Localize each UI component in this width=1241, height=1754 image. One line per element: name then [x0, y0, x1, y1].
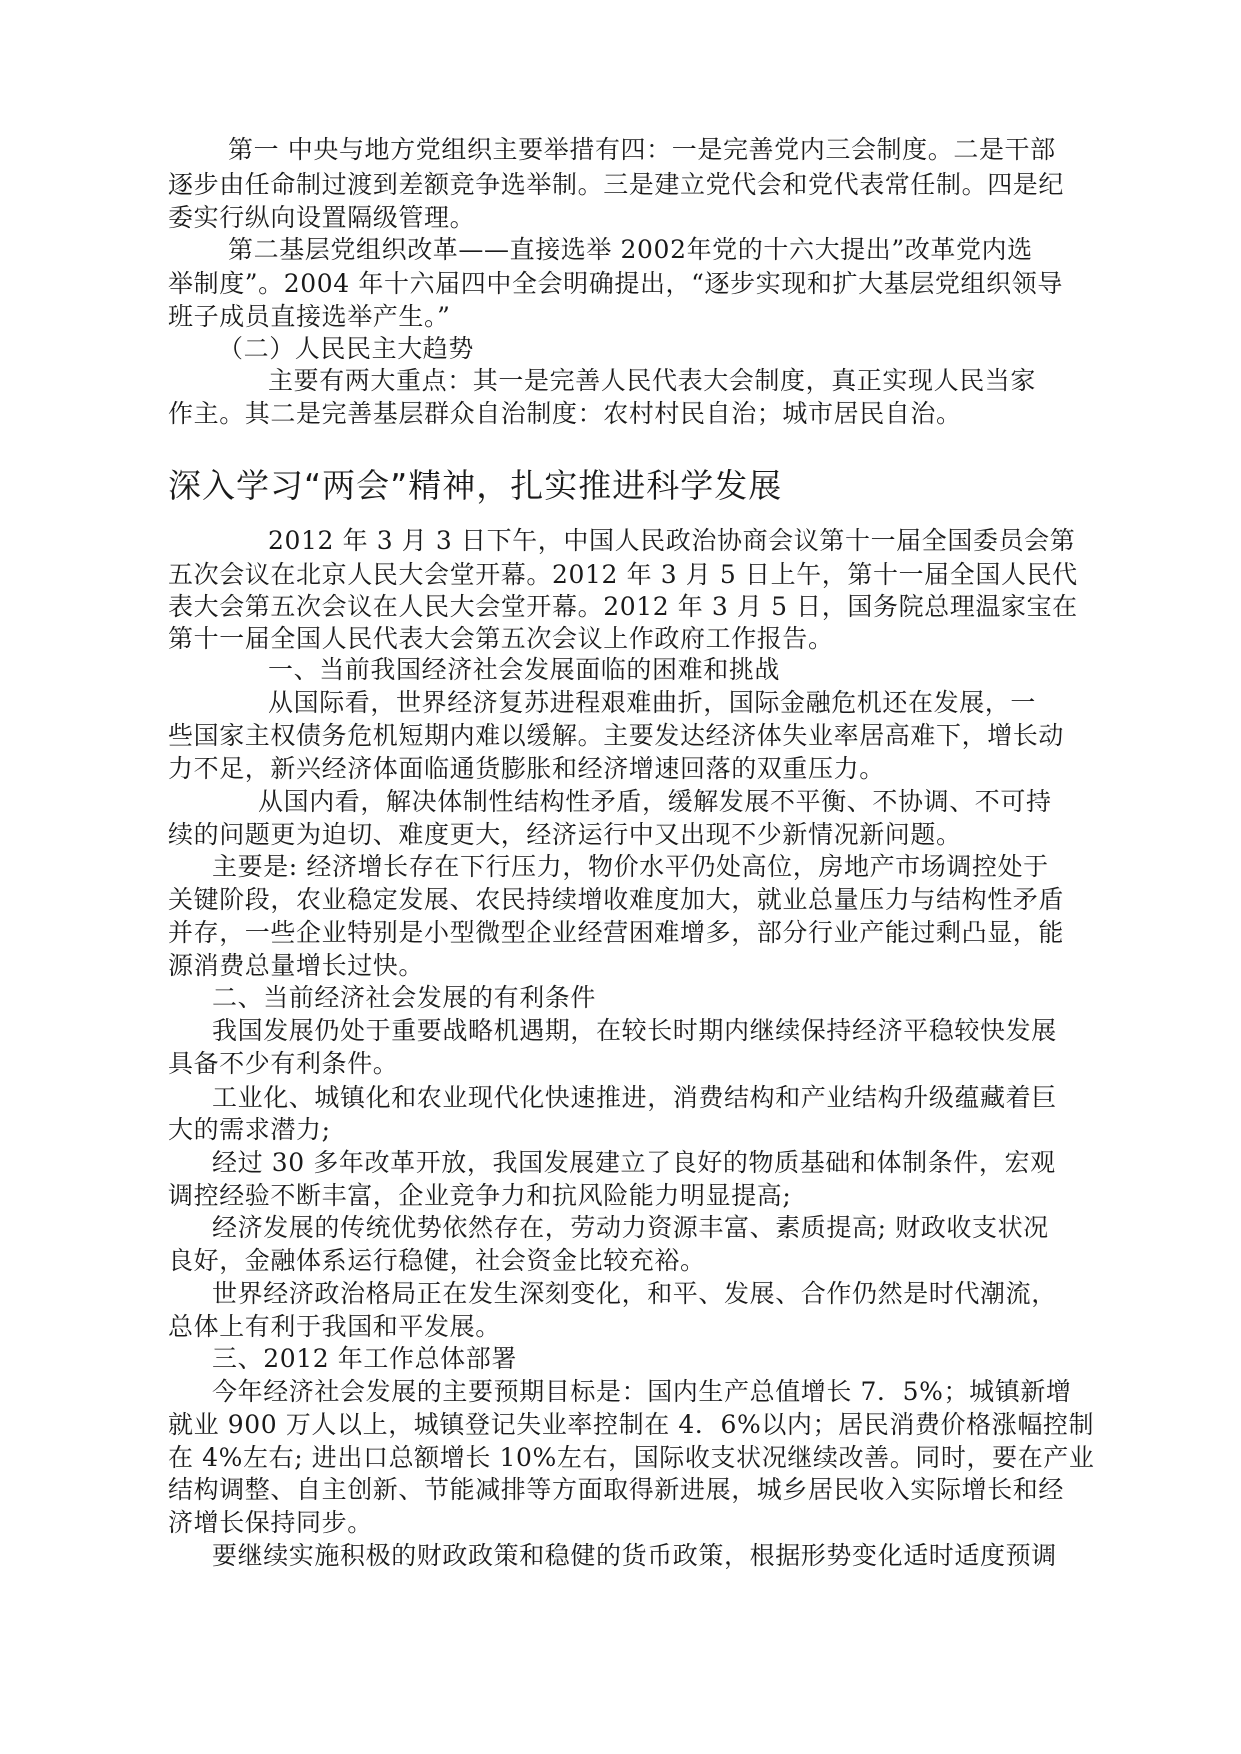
paragraph-line: 要继续实施积极的财政政策和稳健的货币政策，根据形势变化适时适度预调 [212, 1541, 1057, 1570]
paragraph-line: 举制度”。2004 年十六届四中全会明确提出，“逐步实现和扩大基层党组织领导 [168, 269, 1063, 298]
paragraph-line: 从国内看，解决体制性结构性矛盾，缓解发展不平衡、不协调、不可持 [258, 787, 1052, 816]
paragraph-line: 主要有两大重点：其一是完善人民代表大会制度，真正实现人民当家 [268, 366, 1037, 395]
paragraph-line: 今年经济社会发展的主要预期目标是：国内生产总值增长 7．5%；城镇新增 [212, 1377, 1072, 1406]
paragraph-line: 第二基层党组织改革——直接选举 2002年党的十六大提出”改革党内选 [228, 235, 1033, 264]
article-title: 深入学习“两会”精神，扎实推进科学发展 [168, 466, 783, 505]
paragraph-line: 表大会第五次会议在人民大会堂开幕。2012 年 3 月 5 日，国务院总理温家宝在 [168, 592, 1078, 621]
paragraph-line: 在 4%左右; 进出口总额增长 10%左右，国际收支状况继续改善。同时，要在产业 [168, 1443, 1095, 1472]
paragraph-line: 就业 900 万人以上，城镇登记失业率控制在 4．6%以内；居民消费价格涨幅控制 [168, 1410, 1095, 1439]
paragraph-line: 工业化、城镇化和农业现代化快速推进，消费结构和产业结构升级蕴藏着巨 [212, 1083, 1057, 1112]
paragraph-line: 2012 年 3 月 3 日下午，中国人民政治协商会议第十一届全国委员会第 [268, 526, 1076, 555]
paragraph-line: 大的需求潜力; [168, 1115, 331, 1144]
paragraph-line: 具备不少有利条件。 [168, 1049, 399, 1078]
paragraph-line: 济增长保持同步。 [168, 1508, 373, 1537]
paragraph-line: 良好，金融体系运行稳健，社会资金比较充裕。 [168, 1246, 706, 1275]
paragraph-line: 些国家主权债务危机短期内难以缓解。主要发达经济体失业率居高难下，增长动 [168, 721, 1065, 750]
paragraph-line: 结构调整、自主创新、节能减排等方面取得新进展，城乡居民收入实际增长和经 [168, 1475, 1065, 1504]
paragraph-line: 关键阶段，农业稳定发展、农民持续增收难度加大，就业总量压力与结构性矛盾 [168, 885, 1065, 914]
paragraph-line: 作主。其二是完善基层群众自治制度：农村村民自治；城市居民自治。 [168, 399, 962, 428]
paragraph-line: 力不足，新兴经济体面临通货膨胀和经济增速回落的双重压力。 [168, 754, 885, 783]
paragraph-line: 续的问题更为迫切、难度更大，经济运行中又出现不少新情况新问题。 [168, 820, 962, 849]
paragraph-line: 世界经济政治格局正在发生深刻变化，和平、发展、合作仍然是时代潮流， [212, 1279, 1057, 1308]
section-heading: 三、2012 年工作总体部署 [212, 1344, 517, 1373]
paragraph-line: 经济发展的传统优势依然存在，劳动力资源丰富、素质提高; 财政收支状况 [212, 1213, 1049, 1242]
paragraph-line: 第十一届全国人民代表大会第五次会议上作政府工作报告。 [168, 624, 834, 653]
section-heading: 二、当前经济社会发展的有利条件 [212, 983, 597, 1012]
section-heading: 一、当前我国经济社会发展面临的困难和挑战 [268, 655, 781, 684]
paragraph-line: 委实行纵向设置隔级管理。 [168, 203, 476, 232]
paragraph-line: 并存，一些企业特别是小型微型企业经营困难增多，部分行业产能过剩凸显，能 [168, 918, 1065, 947]
paragraph-line: 总体上有利于我国和平发展。 [168, 1312, 501, 1341]
paragraph-line: 第一 中央与地方党组织主要举措有四：一是完善党内三会制度。二是干部 [228, 135, 1056, 164]
paragraph-line: 从国际看，世界经济复苏进程艰难曲折，国际金融危机还在发展，一 [268, 688, 1037, 717]
paragraph-line: 主要是: 经济增长存在下行压力，物价水平仍处高位，房地产市场调控处于 [212, 852, 1049, 881]
subheading: （二）人民民主大趋势 [218, 334, 475, 363]
paragraph-line: 我国发展仍处于重要战略机遇期，在较长时期内继续保持经济平稳较快发展 [212, 1016, 1057, 1045]
paragraph-line: 经过 30 多年改革开放，我国发展建立了良好的物质基础和体制条件，宏观 [212, 1148, 1056, 1177]
paragraph-line: 班子成员直接选举产生。” [168, 302, 451, 331]
paragraph-line: 五次会议在北京人民大会堂开幕。2012 年 3 月 5 日上午，第十一届全国人民代 [168, 560, 1078, 589]
paragraph-line: 逐步由任命制过渡到差额竞争选举制。三是建立党代会和党代表常任制。四是纪 [168, 170, 1065, 199]
paragraph-line: 源消费总量增长过快。 [168, 951, 425, 980]
paragraph-line: 调控经验不断丰富，企业竞争力和抗风险能力明显提高; [168, 1181, 792, 1210]
